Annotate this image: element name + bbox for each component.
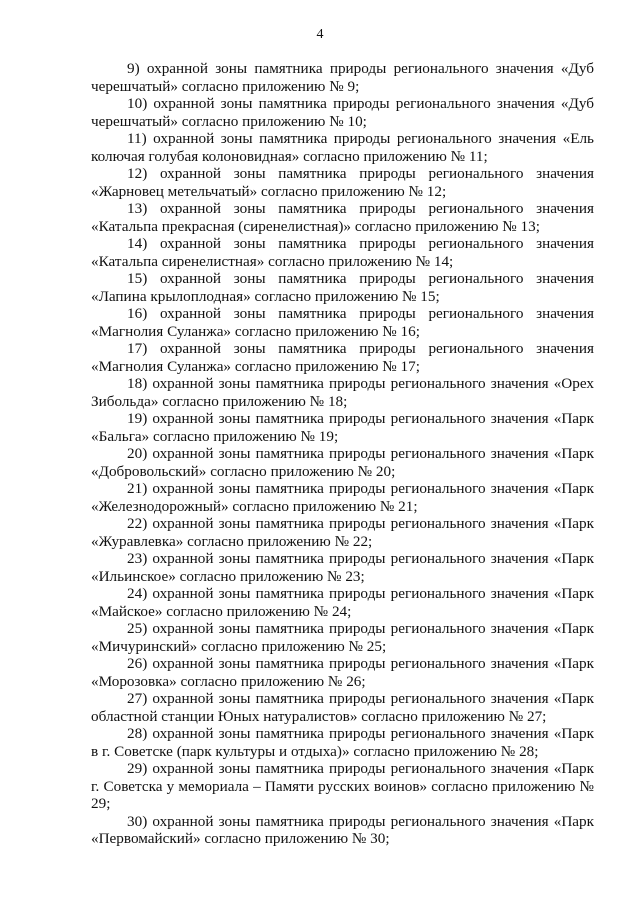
list-item-text: 16) охранной зоны памятника природы регионального значения «Магнолия Суланжа» согласно приложению № 16; xyxy=(91,305,594,340)
list-item xyxy=(91,235,594,270)
list-item xyxy=(91,130,594,165)
list-item xyxy=(91,725,594,760)
list-item xyxy=(91,200,594,235)
list-item-text: 30) охранной зоны памятника природы регионального значения «Парк «Первомайский» согласно приложению № 30; xyxy=(91,812,594,847)
list-item xyxy=(91,480,594,515)
list-item xyxy=(91,760,594,813)
list-item-text: 9) охранной зоны памятника природы регионального значения «Дуб черешчатый» согласно приложению № 9; xyxy=(91,60,594,95)
list-item xyxy=(91,410,594,445)
list-item xyxy=(91,515,594,550)
list-item xyxy=(91,270,594,305)
list-item-text: 23) охранной зоны памятника природы регионального значения «Парк «Ильинское» согласно приложению № 23; xyxy=(91,550,594,585)
list-item-text: 27) охранной зоны памятника природы регионального значения «Парк областной станции Юных натуралистов» согласно приложению № 27; xyxy=(91,690,594,725)
list-item-text: 14) охранной зоны памятника природы регионального значения «Катальпа сиренелистная» согласно приложению № 14; xyxy=(91,235,594,270)
page-number: 4 xyxy=(316,27,324,42)
list-item-text: 11) охранной зоны памятника природы регионального значения «Ель колючая голубая колоновидная» согласно приложению № 11; xyxy=(91,130,594,165)
list-item-text: 19) охранной зоны памятника природы регионального значения «Парк «Бальга» согласно приложению № 19; xyxy=(91,410,594,445)
list-item-text: 29) охранной зоны памятника природы регионального значения «Парк г. Советска у мемориала – Памяти русских воинов» согласно приложению № 29; xyxy=(91,760,594,812)
list-item xyxy=(91,340,594,375)
list-item-text: 15) охранной зоны памятника природы регионального значения «Лапина крылоплодная» согласно приложению № 15; xyxy=(91,270,594,305)
list-item-text: 13) охранной зоны памятника природы регионального значения «Катальпа прекрасная (сиренелистная)» согласно приложению № 13; xyxy=(91,200,594,235)
list-item xyxy=(91,550,594,585)
list-item xyxy=(91,690,594,725)
list-item xyxy=(91,305,594,340)
list-item xyxy=(91,60,594,95)
list-item-text: 24) охранной зоны памятника природы регионального значения «Парк «Майское» согласно приложению № 24; xyxy=(91,585,594,620)
list-item xyxy=(91,813,594,848)
list-item-text: 18) охранной зоны памятника природы регионального значения «Орех Зибольда» согласно приложению № 18; xyxy=(91,375,594,410)
list-item xyxy=(91,165,594,200)
list-item xyxy=(91,585,594,620)
list-item-text: 28) охранной зоны памятника природы регионального значения «Парк в г. Советске (парк культуры и отдыха)» согласно приложению № 28; xyxy=(91,725,594,760)
list-item-text: 25) охранной зоны памятника природы регионального значения «Парк «Мичуринский» согласно приложению № 25; xyxy=(91,620,594,655)
list-item-text: 20) охранной зоны памятника природы регионального значения «Парк «Добровольский» согласно приложению № 20; xyxy=(91,445,594,480)
list-item xyxy=(91,95,594,130)
list-item xyxy=(91,445,594,480)
list-item-text: 26) охранной зоны памятника природы регионального значения «Парк «Морозовка» согласно приложению № 26; xyxy=(91,655,594,690)
list-item xyxy=(91,620,594,655)
document-body xyxy=(91,60,594,848)
list-item-text: 22) охранной зоны памятника природы регионального значения «Парк «Журавлевка» согласно приложению № 22; xyxy=(91,515,594,550)
list-item xyxy=(91,655,594,690)
list-item-text: 17) охранной зоны памятника природы регионального значения «Магнолия Суланжа» согласно приложению № 17; xyxy=(91,340,594,375)
list-item xyxy=(91,375,594,410)
list-item-text: 21) охранной зоны памятника природы регионального значения «Парк «Железнодорожный» согласно приложению № 21; xyxy=(91,480,594,515)
list-item-text: 10) охранной зоны памятника природы регионального значения «Дуб черешчатый» согласно приложению № 10; xyxy=(91,95,594,130)
list-item-text: 12) охранной зоны памятника природы регионального значения «Жарновец метельчатый» согласно приложению № 12; xyxy=(91,165,594,200)
